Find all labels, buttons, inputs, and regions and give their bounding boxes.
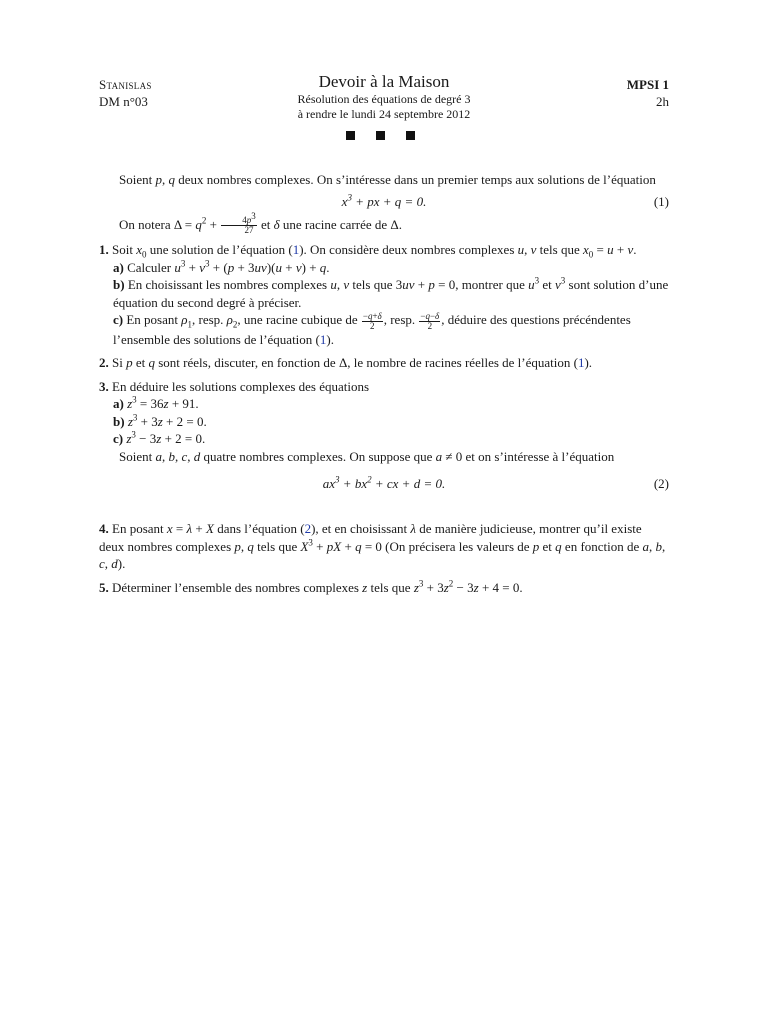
question-3-text: En déduire les solutions complexes des équations xyxy=(112,378,370,394)
notera-paragraph: On notera $\Delta = q^2$ + $\frac{4p^3}{27}$ et δ une racine carrée de Δ. xyxy=(119,211,403,236)
question-4 xyxy=(99,520,669,573)
question-3c-label: c) xyxy=(113,431,124,447)
question-3c-equation: $z^3 - 3z + 2 = 0$. xyxy=(126,429,206,447)
separator-squares xyxy=(346,131,415,140)
question-3b-equation: $z^3 + 3z + 2 = 0$. xyxy=(127,412,207,429)
question-4-text: En posant x = λ + X dans l’équation (2), et en choisissant λ de manière judicieuse, montrer qu’il existe deux nombres complexes p, q tels que $X^3$ + pX + q = 0 (On précisera les valeurs de p et q en fonction de a, b, c, d). xyxy=(99,521,666,572)
question-3b xyxy=(99,413,669,431)
document-subtitle: Résolution des équations de degré 3 xyxy=(297,92,471,106)
question-3a-label: a) xyxy=(113,396,124,412)
equation-1-body: $x^3$ + px + q = 0. xyxy=(341,192,427,209)
question-1 xyxy=(99,241,669,259)
question-1c-label: c) xyxy=(113,312,124,328)
intro-paragraph: Soient p, q deux nombres complexes. On s’intéresse dans un premier temps aux solutions de l’équation xyxy=(119,172,656,187)
duration: 2h xyxy=(656,94,669,109)
question-3b-label: b) xyxy=(113,413,125,429)
question-3 xyxy=(99,378,669,396)
question-5 xyxy=(99,579,669,597)
class-name: MPSI 1 xyxy=(626,77,669,92)
question-5-label: 5. xyxy=(99,579,109,595)
document-title: Devoir à la Maison xyxy=(318,72,450,91)
question-2 xyxy=(99,354,669,372)
question-1b-text: En choisissant les nombres complexes u, v tels que 3uv + p = 0, montrer que $u^3$ et $v^3$ sont solution d’une équation du second degré à préciser. xyxy=(113,275,669,310)
header-center xyxy=(234,72,534,121)
header-left xyxy=(99,76,152,110)
question-1b-label: b) xyxy=(113,277,125,293)
question-1a xyxy=(99,259,669,277)
question-1c-text: En posant $\rho_1$, resp. $\rho_2$, une racine cubique de $\frac{-q+\delta}{2}$ , resp. $\frac{-q-\delta}{2}$ , déduire des questions précéndentes l’ensemble des solutions de l’équation (1). xyxy=(113,310,631,347)
question-1-text: Soit $x_0$ une solution de l’équation (1). On considère deux nombres complexes u, v tels que $x_0 = u + v$. xyxy=(112,242,637,260)
equation-1 xyxy=(99,192,669,214)
equation-2-number: (2) xyxy=(653,476,669,492)
part2-paragraph: Soient a, b, c, d quatre nombres complexes. On suppose que a ≠ 0 et on s’intéresse à l’équation xyxy=(119,448,615,464)
question-3a-equation: $z^3 = 36z + 91$. xyxy=(127,394,199,412)
question-4-label: 4. xyxy=(99,521,109,537)
question-1b xyxy=(99,276,669,311)
equation-2-body: $ax^3 + bx^2$ + cx + d = 0. xyxy=(322,474,446,492)
question-1-label: 1. xyxy=(99,242,109,258)
school-name: Stanislas xyxy=(99,77,152,92)
question-3c xyxy=(99,430,669,448)
question-5-text: Déterminer l’ensemble des nombres complexes z tels que $z^3 + 3z^2 - 3z + 4 = 0$. xyxy=(112,578,523,595)
question-2-text: Si p et q sont réels, discuter, en fonction de Δ, le nombre de racines réelles de l’équation (1). xyxy=(112,355,593,371)
equation-1-number: (1) xyxy=(653,193,669,209)
dm-number: DM n°03 xyxy=(99,94,148,109)
document-body xyxy=(99,171,669,596)
question-1c xyxy=(99,311,669,348)
question-3a xyxy=(99,395,669,413)
separator-square xyxy=(406,131,415,140)
question-1a-text: Calculer $u^3 + v^3 + (p + 3uv)(u + v) + q$. xyxy=(127,258,330,275)
equation-2 xyxy=(99,474,669,496)
question-1a-label: a) xyxy=(113,259,124,275)
separator-square xyxy=(376,131,385,140)
due-date: à rendre le lundi 24 septembre 2012 xyxy=(297,106,471,121)
separator-square xyxy=(346,131,355,140)
question-2-label: 2. xyxy=(99,355,109,371)
header-right xyxy=(627,76,669,110)
question-3-label: 3. xyxy=(99,378,109,394)
